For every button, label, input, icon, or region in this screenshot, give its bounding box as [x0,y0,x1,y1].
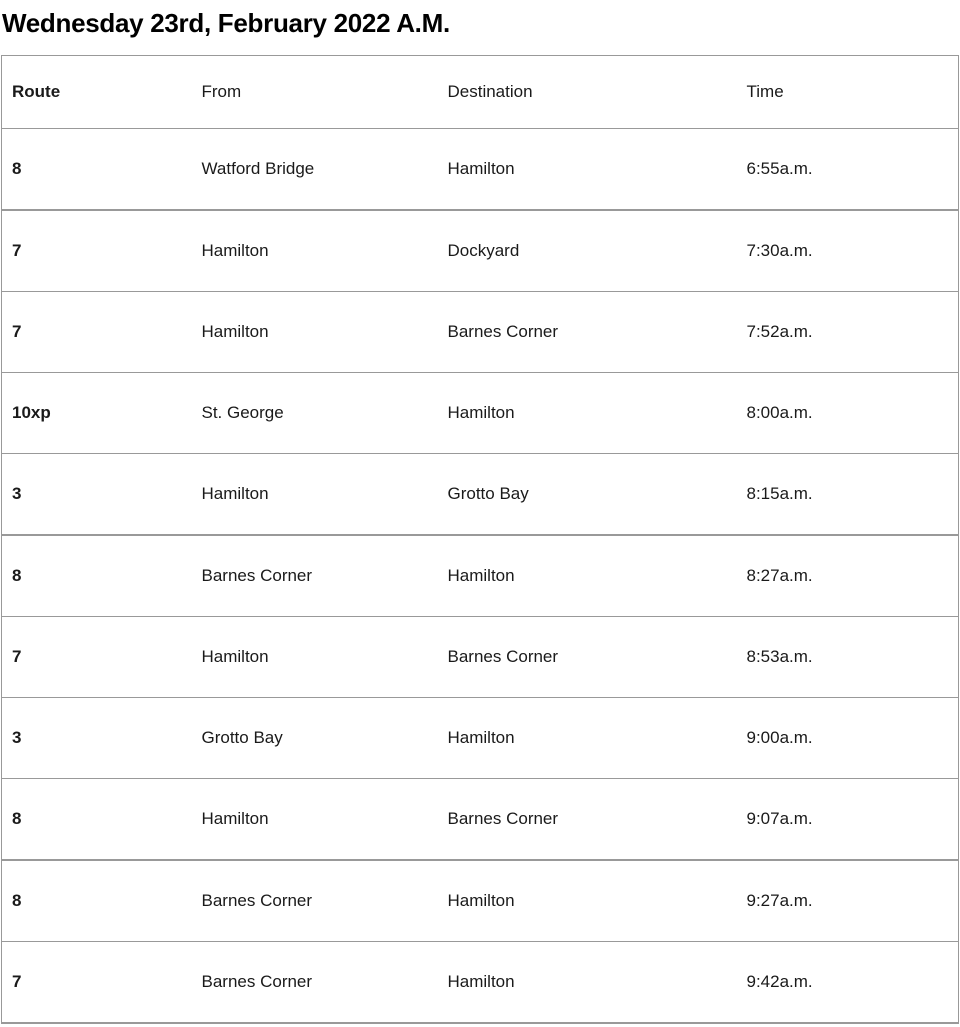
cell-route: 8 [2,535,192,617]
cell-time: 9:27a.m. [737,860,959,942]
cell-route: 3 [2,698,192,779]
cell-from: Hamilton [192,454,438,536]
cell-from: Watford Bridge [192,129,438,211]
cell-time: 8:15a.m. [737,454,959,536]
cell-destination: Hamilton [438,698,737,779]
cell-destination: Hamilton [438,373,737,454]
table-row [2,373,959,454]
schedule-table-body [2,129,959,1024]
table-row [2,454,959,536]
cell-route: 8 [2,860,192,942]
cell-route: 7 [2,942,192,1024]
cell-time: 6:55a.m. [737,129,959,211]
table-header-row [2,56,959,129]
column-header-route: Route [2,56,192,129]
cell-from: Barnes Corner [192,942,438,1024]
cell-time: 8:00a.m. [737,373,959,454]
cell-from: Hamilton [192,617,438,698]
cell-time: 8:27a.m. [737,535,959,617]
cell-route: 8 [2,779,192,861]
table-row [2,698,959,779]
cell-from: Barnes Corner [192,535,438,617]
cell-time: 7:30a.m. [737,210,959,292]
cell-time: 9:07a.m. [737,779,959,861]
cell-route: 3 [2,454,192,536]
cell-destination: Dockyard [438,210,737,292]
table-row [2,779,959,861]
cell-time: 8:53a.m. [737,617,959,698]
cell-destination: Hamilton [438,129,737,211]
cell-route: 8 [2,129,192,211]
cell-from: Barnes Corner [192,860,438,942]
cell-route: 7 [2,292,192,373]
table-row [2,129,959,211]
cell-destination: Barnes Corner [438,617,737,698]
cell-from: Hamilton [192,292,438,373]
cell-destination: Barnes Corner [438,292,737,373]
table-row [2,535,959,617]
column-header-destination: Destination [438,56,737,129]
cell-time: 7:52a.m. [737,292,959,373]
cell-from: Hamilton [192,779,438,861]
cell-destination: Hamilton [438,860,737,942]
cell-destination: Hamilton [438,535,737,617]
column-header-time: Time [737,56,959,129]
cell-destination: Hamilton [438,942,737,1024]
cell-from: Grotto Bay [192,698,438,779]
cell-from: St. George [192,373,438,454]
column-header-from: From [192,56,438,129]
table-row [2,210,959,292]
table-row [2,860,959,942]
cell-time: 9:42a.m. [737,942,959,1024]
cell-route: 7 [2,617,192,698]
cell-route: 7 [2,210,192,292]
table-row [2,292,959,373]
cell-route: 10xp [2,373,192,454]
cell-destination: Barnes Corner [438,779,737,861]
page-title: Wednesday 23rd, February 2022 A.M. [2,8,450,38]
table-row [2,942,959,1024]
table-row [2,617,959,698]
cell-time: 9:00a.m. [737,698,959,779]
schedule-table [1,55,959,1024]
cell-destination: Grotto Bay [438,454,737,536]
cell-from: Hamilton [192,210,438,292]
